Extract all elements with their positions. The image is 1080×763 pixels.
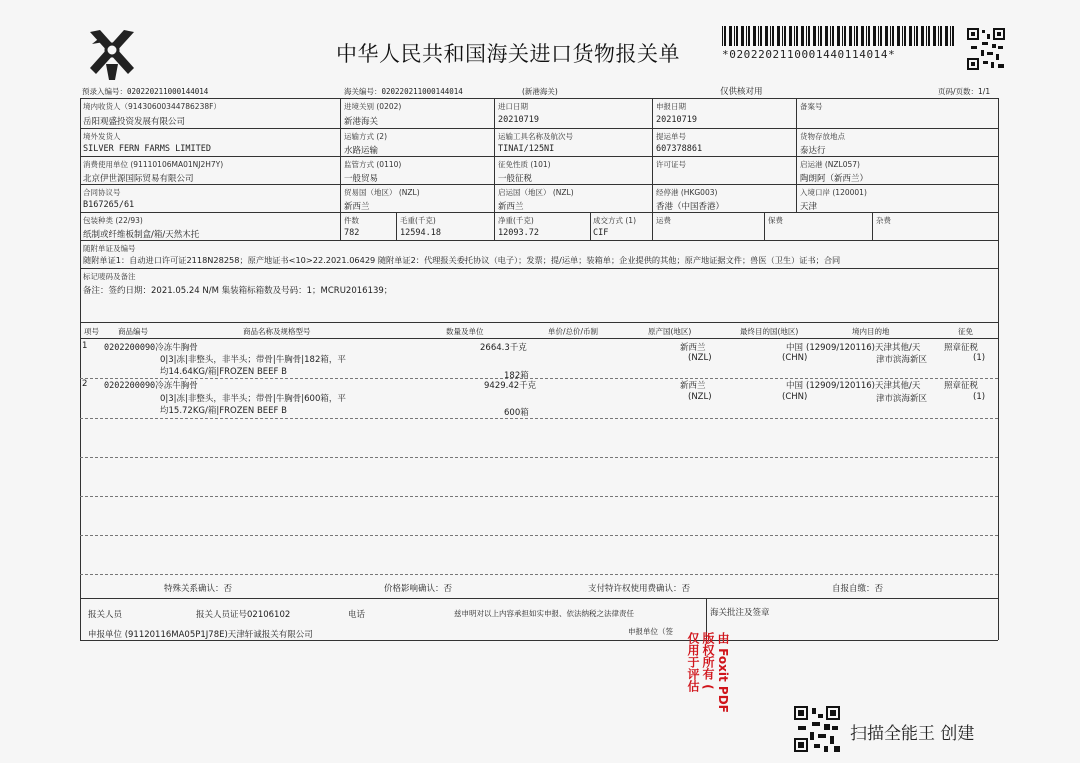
docs-value: 随附单证1：自动进口许可证2118N28258；原产地证书<10>22.2021.06429 随附单证2：代理报关委托协议（电子）；发票；提/运单；装箱单；企业提供的其他；原产地证据文件；兽医（卫生）证书；合同 (83, 255, 841, 265)
goods-code: 0202200090 (104, 381, 156, 391)
goods-header-qty: 数量及单位 (446, 327, 484, 336)
declare-date-label: 申报日期 (656, 102, 686, 111)
goods-qty: 9429.42千克 (484, 381, 537, 391)
goods-header-domestic: 境内目的地 (852, 327, 890, 336)
camscanner-qr-icon (794, 706, 840, 752)
barcode-text: *0202202110001440114014* (722, 48, 896, 61)
terms-value: CIF (593, 228, 609, 238)
declarant-label: 报关人员 (88, 610, 123, 620)
frame-top (80, 98, 998, 99)
goods-spec-2: 均15.72KG/箱|FROZEN BEEF B (160, 406, 287, 416)
terms-label: 成交方式 (1) (593, 216, 637, 225)
storage-label: 货物存放地点 (800, 132, 845, 141)
goods-levy: 照章征税 (944, 343, 979, 353)
origin-country-value: 新西兰 (498, 202, 524, 212)
customs-annotation-label: 海关批注及签章 (710, 608, 770, 618)
net-value: 12093.72 (498, 228, 539, 238)
goods-dest-code: (CHN) (782, 392, 808, 402)
goods-qty-2: 600箱 (504, 408, 529, 418)
vessel-value: TINAI/125NI (498, 144, 555, 154)
declarant-cert: 报关人员证号02106102 (196, 610, 291, 620)
freight-label: 运费 (656, 216, 671, 225)
pieces-value: 782 (344, 228, 360, 238)
goods-name: 冷冻牛胸骨 (155, 343, 198, 353)
departure-port-label: 启运港 (NZL057) (800, 160, 860, 169)
customs-emblem-icon (84, 24, 140, 82)
trade-country-value: 新西兰 (344, 202, 370, 212)
qr-code-icon (967, 28, 1005, 70)
consignee-label: 境内收货人（91430600344786238F） (83, 102, 221, 111)
pieces-label: 件数 (344, 216, 359, 225)
goods-header-price: 单价/总价/币制 (548, 327, 599, 336)
goods-levy-2: (1) (973, 392, 986, 402)
goods-item-no: 2 (82, 379, 88, 389)
goods-levy-2: (1) (973, 353, 986, 363)
insurance-label: 保费 (768, 216, 783, 225)
declare-date-value: 20210719 (656, 115, 697, 125)
entry-port-label: 入境口岸 (120001) (800, 188, 867, 197)
supervision-label: 监管方式 (0110) (344, 160, 402, 169)
goods-origin-code: (NZL) (688, 392, 712, 402)
goods-domestic-2: 津市滨海新区 (876, 355, 928, 365)
origin-country-label: 启运国（地区） (NZL) (498, 188, 574, 197)
goods-header-code: 商品编号 (118, 327, 148, 336)
consumer-label: 消费使用单位 (91110106MA01NJ2H7Y) (83, 160, 224, 169)
goods-dest: 中国 (786, 343, 804, 353)
declaring-company: 申报单位 (91120116MA05P1J78E)天津轩诚报关有限公司 (88, 630, 313, 640)
gross-value: 12594.18 (400, 228, 441, 238)
shipper-label: 境外发货人 (83, 132, 121, 141)
goods-name: 冷冻牛胸骨 (155, 381, 198, 391)
transport-mode-label: 运输方式 (2) (344, 132, 388, 141)
vessel-label: 运输工具名称及航次号 (498, 132, 573, 141)
self-pay-confirm: 自报自缴：否 (832, 584, 884, 594)
foxit-stamp-line1: 由 Foxit PDF (716, 632, 730, 713)
frame-bottom (80, 640, 998, 641)
phone-label: 电话 (348, 610, 366, 620)
page-info: 页码/页数：1/1 (938, 87, 991, 96)
goods-header-dest: 最终目的国(地区) (740, 327, 799, 336)
frame-left (80, 98, 81, 640)
trade-country-label: 贸易国（地区） (NZL) (344, 188, 420, 197)
special-relation-confirm: 特殊关系确认：否 (164, 584, 233, 594)
pre-entry-no: 预录入编号：020220211000144014 (82, 87, 209, 96)
goods-code: 0202200090 (104, 343, 156, 353)
pack-label: 包装种类 (22/93) (83, 216, 143, 225)
goods-origin-code: (NZL) (688, 353, 712, 363)
goods-spec: 0|3|冻|非整头，非半头；带骨|牛胸骨|600箱，平 (160, 394, 346, 404)
goods-domestic: (12909/120116)天津其他/天 (806, 381, 921, 391)
docs-label: 随附单证及编号 (83, 244, 136, 253)
goods-dest: 中国 (786, 381, 804, 391)
bl-value: 607378861 (656, 144, 703, 154)
goods-header-name: 商品名称及规格型号 (243, 327, 311, 336)
entry-office-value: 新港海关 (344, 117, 379, 127)
record-no-label: 备案号 (800, 102, 823, 111)
company-seal-label: 申报单位（签 (628, 627, 673, 636)
supervision-value: 一般贸易 (344, 174, 379, 184)
bl-label: 提运单号 (656, 132, 686, 141)
goods-qty-2: 182箱 (504, 371, 529, 381)
shipper-value: SILVER FERN FARMS LIMITED (83, 144, 211, 154)
misc-label: 杂费 (876, 216, 891, 225)
consumer-value: 北京伊世源国际贸易有限公司 (83, 174, 194, 184)
declaration-statement: 兹申明对以上内容承担如实申报、依法纳税之法律责任 (454, 609, 634, 618)
goods-spec-2: 均14.64KG/箱|FROZEN BEEF B (160, 367, 287, 377)
document-title: 中华人民共和国海关进口货物报关单 (336, 42, 680, 66)
goods-item-no: 1 (82, 341, 88, 351)
foxit-stamp-line2: 版权所有 ( (701, 632, 715, 690)
import-date-value: 20210719 (498, 115, 539, 125)
gross-label: 毛重(千克) (400, 216, 436, 225)
marks-label: 标记唛码及备注 (83, 272, 136, 281)
port-name: (新港海关) (522, 87, 558, 96)
price-influence-confirm: 价格影响确认：否 (384, 584, 453, 594)
goods-qty: 2664.3千克 (480, 343, 527, 353)
entry-port-value: 天津 (800, 202, 818, 212)
goods-spec: 0|3|冻|非整头，非半头；带骨|牛胸骨|182箱，平 (160, 355, 346, 365)
royalty-confirm: 支付特许权使用费确认：否 (588, 584, 691, 594)
goods-levy: 照章征税 (944, 381, 979, 391)
goods-domestic: (12909/120116)天津其他/天 (806, 343, 921, 353)
marks-value: 备注：签约日期：2021.05.24 N/M 集装箱标箱数及号码：1；MCRU2016139； (83, 286, 393, 296)
goods-domestic-2: 津市滨海新区 (876, 394, 928, 404)
pack-value: 纸制或纤维板制盒/箱/天然木托 (83, 230, 200, 240)
transit-label: 经停港 (HKG003) (656, 188, 718, 197)
contract-value: B167265/61 (83, 200, 135, 210)
goods-header-item: 项号 (84, 327, 99, 336)
goods-origin: 新西兰 (680, 381, 706, 391)
license-label: 许可证号 (656, 160, 686, 169)
net-label: 净重(千克) (498, 216, 534, 225)
camscanner-watermark: 扫描全能王 创建 (850, 724, 975, 744)
goods-header-levy: 征免 (958, 327, 973, 336)
levy-label: 征免性质 (101) (498, 160, 551, 169)
goods-header-origin: 原产国(地区) (648, 327, 692, 336)
foxit-stamp-line3: 仅用于评估 (686, 632, 700, 692)
goods-origin: 新西兰 (680, 343, 706, 353)
transport-mode-value: 水路运输 (344, 146, 379, 156)
entry-office-label: 进境关别 (0202) (344, 102, 402, 111)
transit-value: 香港（中国香港） (656, 202, 725, 212)
levy-value: 一般征税 (498, 174, 533, 184)
import-date-label: 进口日期 (498, 102, 528, 111)
customs-no: 海关编号：020220211000144014 (344, 87, 463, 96)
goods-dest-code: (CHN) (782, 353, 808, 363)
storage-value: 泰达行 (800, 146, 826, 156)
consignee-value: 岳阳观盛投资发展有限公司 (83, 117, 186, 127)
frame-right (998, 98, 999, 640)
departure-port-value: 陶朗阿（新西兰） (800, 174, 869, 184)
notice-text: 仅供核对用 (720, 87, 763, 97)
contract-label: 合同协议号 (83, 188, 121, 197)
